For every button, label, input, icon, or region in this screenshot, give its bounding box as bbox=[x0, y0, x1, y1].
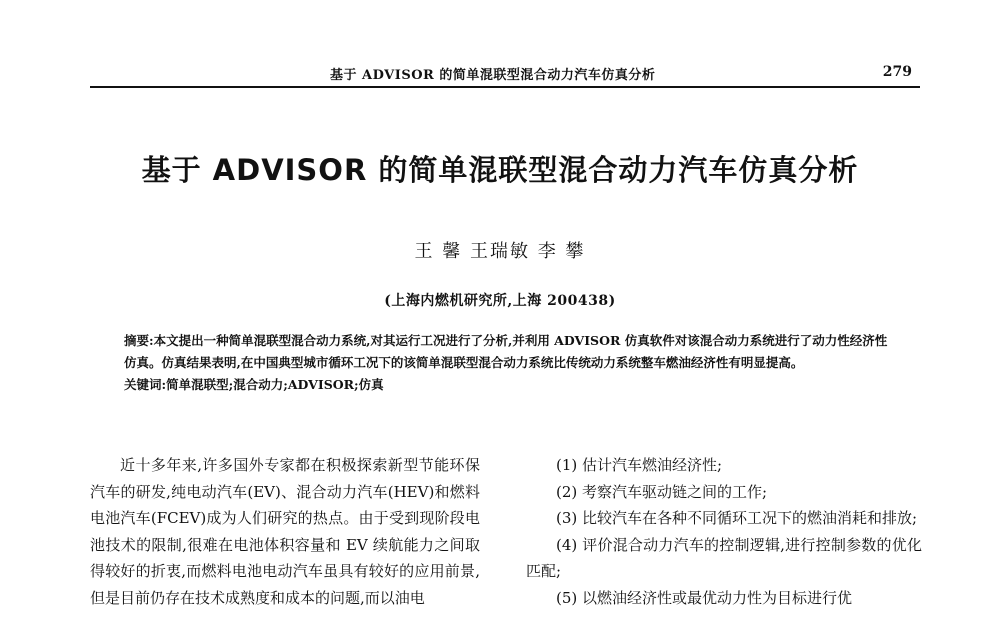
running-title: 基于 ADVISOR 的简单混联型混合动力汽车仿真分析 bbox=[330, 68, 656, 83]
list-item: (3) 比较汽车在各种不同循环工况下的燃油消耗和排放; bbox=[556, 509, 918, 527]
keywords: 关键词:简单混联型;混合动力;ADVISOR;仿真 bbox=[124, 377, 384, 392]
right-column bbox=[526, 452, 922, 611]
left-column bbox=[90, 452, 480, 611]
list-item: (2) 考察汽车驱动链之间的工作; bbox=[556, 482, 768, 501]
page-number: 279 bbox=[882, 64, 912, 80]
running-header bbox=[90, 60, 920, 88]
affiliation: (上海内燃机研究所,上海 200438) bbox=[384, 293, 616, 309]
abstract-text: 摘要:本文提出一种简单混联型混合动力系统,对其运行工况进行了分析,并利用 ADVISOR 仿真软件对该混合动力系统进行了动力性经济性仿真。仿真结果表明,在中国典型城市循环工况下的该简单混联型混合动力系统比传统动力系统整车燃油经济性有明显提高。 bbox=[124, 333, 888, 370]
list-item: (1) 估计汽车燃油经济性; bbox=[556, 456, 723, 474]
list-item: (5) 以燃油经济性或最优动力性为目标进行优 bbox=[556, 588, 853, 607]
body-paragraph: 近十多年来,许多国外专家都在积极探索新型节能环保汽车的研发,纯电动汽车(EV)、混合动力汽车(HEV)和燃料电池汽车(FCEV)成为人们研究的热点。由于受到现阶段电池技术的限制,很难在电池体积容量和 EV 续航能力之间取得较好的折衷,而燃料电池电动汽车虽具有较好的应用前景,但是目前仍存在技术成熟度和成本的问题,而以油电 bbox=[90, 456, 480, 607]
list-item: (4) 评价混合动力汽车的控制逻辑,进行控制参数的优化匹配; bbox=[526, 535, 922, 580]
abstract-block bbox=[124, 330, 899, 396]
authors: 王 馨 王瑞敏 李 攀 bbox=[414, 241, 586, 262]
article-title: 基于 ADVISOR 的简单混联型混合动力汽车仿真分析 bbox=[141, 153, 859, 187]
